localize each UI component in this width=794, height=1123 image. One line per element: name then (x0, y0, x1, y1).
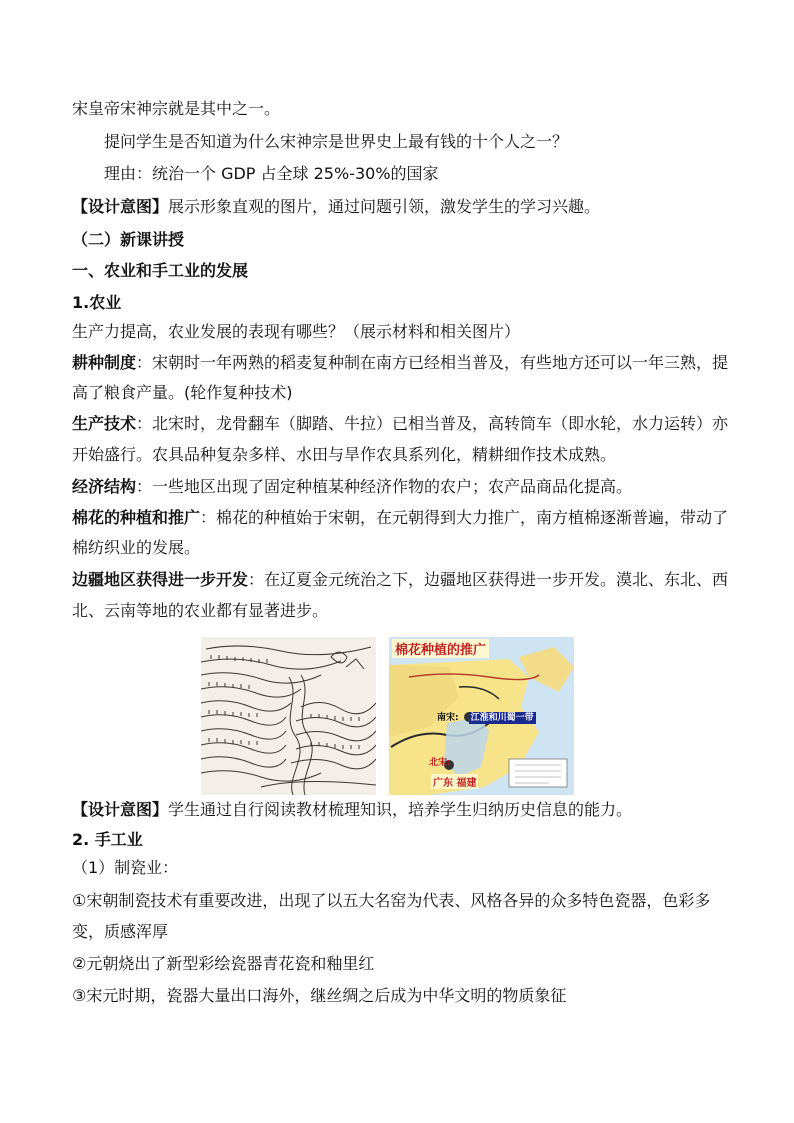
list-item: ①宋朝制瓷技术有重要改进，出现了以五大名窑为代表、风格各异的众多特色瓷器，色彩多 (72, 891, 711, 910)
term-text: ：北宋时，龙骨翻车（脚踏、牛拉）已相当普及，高转筒车（即水轮，水力运转）亦 (136, 414, 729, 433)
design-intent-label: 【设计意图】 (72, 800, 169, 819)
paragraph-line (72, 352, 732, 374)
term-label: 棉花的种植和推广 (72, 508, 201, 527)
list-item-continuation: 变，质感浑厚 (72, 922, 169, 941)
paragraph-line: 开始盛行。农具品种复杂多样、水田与旱作农具系列化，精耕细作技术成熟。 (72, 445, 617, 464)
map-label-south (437, 710, 536, 723)
terraced-fields-illustration (201, 637, 376, 795)
map-label-south-prefix: 南宋: (437, 713, 459, 723)
term-text: ：在辽夏金元统治之下，边疆地区获得进一步开发。漠北、东北、西 (248, 570, 729, 589)
paragraph-line: 高了粮食产量。(轮作复种技术) (72, 383, 293, 402)
paragraph-line (72, 413, 732, 435)
cotton-spread-map (389, 637, 574, 795)
paragraph-line (72, 569, 732, 591)
section-title: 一、农业和手工业的发展 (72, 261, 249, 280)
design-intent-line (72, 799, 732, 821)
term-label: 生产技术 (72, 414, 137, 433)
list-item: ③宋元时期，瓷器大量出口海外，继丝绸之后成为中华文明的物质象征 (72, 986, 567, 1005)
design-intent-text: 学生通过自行阅读教材梳理知识，培养学生归纳历史信息的能力。 (168, 800, 633, 819)
subsection-title: 1.农业 (72, 293, 122, 312)
term-text: ：棉花的种植始于宋朝，在元朝得到大力推广，南方植棉逐渐普遍，带动了 (200, 508, 729, 527)
paragraph-line (72, 476, 732, 498)
term-label: 经济结构 (72, 477, 137, 496)
term-text: ：宋朝时一年两熟的稻麦复种制在南方已经相当普及，有些地方还可以一年三熟，提 (136, 353, 729, 372)
paragraph-line: 北、云南等地的农业都有显著进步。 (72, 601, 329, 620)
design-intent-line (72, 196, 732, 218)
paragraph-line (72, 507, 732, 529)
paragraph-line: （1）制瓷业： (72, 858, 179, 877)
section-heading: （二）新课讲授 (72, 230, 185, 249)
paragraph-line: 生产力提高，农业发展的表现有哪些？（展示材料和相关图片） (72, 322, 521, 341)
map-label-north-places: 广东 福建 (431, 774, 478, 789)
list-item: ②元朝烧出了新型彩绘瓷器青花瓷和釉里红 (72, 954, 375, 973)
subsection-title: 2. 手工业 (72, 830, 143, 849)
question-line: 提问学生是否知道为什么宋神宗是世界史上最有钱的十个人之一？ (104, 132, 569, 151)
map-label-south-places: 江淮和川蜀一带 (470, 713, 534, 723)
map-label-north: 北宋: (429, 758, 451, 768)
term-text: ：一些地区出现了固定种植某种经济作物的农户；农产品商品化提高。 (136, 477, 633, 496)
design-intent-label: 【设计意图】 (72, 197, 169, 216)
reason-line: 理由：统治一个 GDP 占全球 25%-30%的国家 (104, 164, 439, 183)
term-label: 耕种制度 (72, 353, 137, 372)
terraced-fields-drawing (201, 637, 376, 795)
map-title: 棉花种植的推广 (392, 639, 489, 658)
term-label: 边疆地区获得进一步开发 (72, 570, 249, 589)
design-intent-text: 展示形象直观的图片，通过问题引领，激发学生的学习兴趣。 (168, 197, 601, 216)
paragraph-line: 棉纺织业的发展。 (72, 538, 201, 557)
paragraph-line: 宋皇帝宋神宗就是其中之一。 (72, 99, 281, 118)
